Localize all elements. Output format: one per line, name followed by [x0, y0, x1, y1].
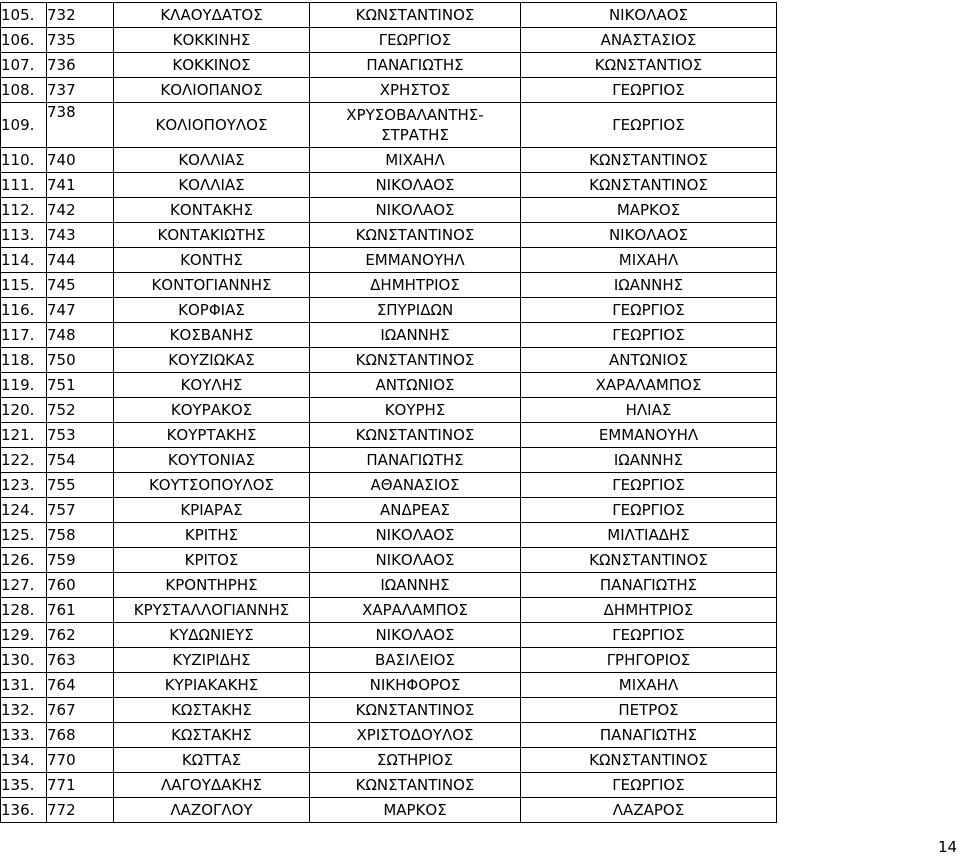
first-name-cell: ΚΩΝΣΤΑΝΤΙΝΟΣ [310, 348, 521, 373]
roster-table [0, 2, 777, 823]
table-row [1, 248, 777, 273]
surname-cell: ΚΟΡΦΙΑΣ [114, 298, 310, 323]
row-number-cell: 118. [1, 348, 47, 373]
table-row [1, 623, 777, 648]
row-number-cell: 126. [1, 548, 47, 573]
code-cell: 735 [47, 28, 114, 53]
first-name-cell: ΣΠΥΡΙΔΩΝ [310, 298, 521, 323]
row-number-cell: 108. [1, 78, 47, 103]
row-number-cell: 112. [1, 198, 47, 223]
table-row [1, 173, 777, 198]
code-cell: 761 [47, 598, 114, 623]
table-row [1, 798, 777, 823]
surname-cell: ΚΩΣΤΑΚΗΣ [114, 698, 310, 723]
first-name-cell: ΚΩΝΣΤΑΝΤΙΝΟΣ [310, 698, 521, 723]
father-name-cell: ΓΡΗΓΟΡΙΟΣ [521, 648, 777, 673]
surname-cell: ΚΩΣΤΑΚΗΣ [114, 723, 310, 748]
code-cell: 737 [47, 78, 114, 103]
code-cell: 755 [47, 473, 114, 498]
row-number-cell: 136. [1, 798, 47, 823]
row-number-cell: 105. [1, 3, 47, 28]
father-name-cell: ΝΙΚΟΛΑΟΣ [521, 3, 777, 28]
page-number: 14 [938, 838, 958, 856]
table-row [1, 28, 777, 53]
father-name-cell: ΓΕΩΡΓΙΟΣ [521, 473, 777, 498]
table-row [1, 523, 777, 548]
code-cell: 748 [47, 323, 114, 348]
surname-cell: ΚΡΟΝΤΗΡΗΣ [114, 573, 310, 598]
table-row [1, 103, 777, 148]
row-number-cell: 117. [1, 323, 47, 348]
surname-cell: ΚΟΛΙΟΠΑΝΟΣ [114, 78, 310, 103]
first-name-cell: ΠΑΝΑΓΙΩΤΗΣ [310, 53, 521, 78]
surname-cell: ΚΟΝΤΑΚΙΩΤΗΣ [114, 223, 310, 248]
code-cell: 764 [47, 673, 114, 698]
first-name-cell: ΒΑΣΙΛΕΙΟΣ [310, 648, 521, 673]
row-number-cell: 135. [1, 773, 47, 798]
code-cell: 736 [47, 53, 114, 78]
first-name-cell: ΝΙΚΟΛΑΟΣ [310, 548, 521, 573]
first-name-cell: ΚΩΝΣΤΑΝΤΙΝΟΣ [310, 773, 521, 798]
surname-cell: ΚΟΝΤΗΣ [114, 248, 310, 273]
surname-cell: ΚΟΛΛΙΑΣ [114, 148, 310, 173]
father-name-cell: ΛΑΖΑΡΟΣ [521, 798, 777, 823]
row-number-cell: 127. [1, 573, 47, 598]
surname-cell: ΛΑΖΟΓΛΟΥ [114, 798, 310, 823]
code-cell: 768 [47, 723, 114, 748]
father-name-cell: ΓΕΩΡΓΙΟΣ [521, 103, 777, 148]
table-row [1, 198, 777, 223]
first-name-cell: ΜΑΡΚΟΣ [310, 798, 521, 823]
code-cell: 732 [47, 3, 114, 28]
code-cell: 771 [47, 773, 114, 798]
surname-cell: ΚΟΣΒΑΝΗΣ [114, 323, 310, 348]
first-name-cell: ΝΙΚΟΛΑΟΣ [310, 623, 521, 648]
table-row [1, 723, 777, 748]
father-name-cell: ΠΕΤΡΟΣ [521, 698, 777, 723]
father-name-cell: ΓΕΩΡΓΙΟΣ [521, 498, 777, 523]
first-name-cell: ΚΩΝΣΤΑΝΤΙΝΟΣ [310, 423, 521, 448]
row-number-cell: 124. [1, 498, 47, 523]
table-row [1, 348, 777, 373]
first-name-cell: ΣΩΤΗΡΙΟΣ [310, 748, 521, 773]
first-name-cell: ΔΗΜΗΤΡΙΟΣ [310, 273, 521, 298]
table-row [1, 773, 777, 798]
surname-cell: ΚΟΥΖΙΩΚΑΣ [114, 348, 310, 373]
surname-cell: ΚΡΙΤΟΣ [114, 548, 310, 573]
row-number-cell: 119. [1, 373, 47, 398]
table-row [1, 398, 777, 423]
first-name-cell: ΕΜΜΑΝΟΥΗΛ [310, 248, 521, 273]
surname-cell: ΚΥΔΩΝΙΕΥΣ [114, 623, 310, 648]
table-row [1, 78, 777, 103]
row-number-cell: 134. [1, 748, 47, 773]
roster-table-body [1, 3, 777, 823]
table-row [1, 648, 777, 673]
code-cell: 753 [47, 423, 114, 448]
first-name-cell: ΧΑΡΑΛΑΜΠΟΣ [310, 598, 521, 623]
surname-cell: ΚΟΥΡΤΑΚΗΣ [114, 423, 310, 448]
table-row [1, 53, 777, 78]
first-name-cell: ΝΙΚΟΛΑΟΣ [310, 173, 521, 198]
first-name-cell: ΧΡΙΣΤΟΔΟΥΛΟΣ [310, 723, 521, 748]
father-name-cell: ΓΕΩΡΓΙΟΣ [521, 623, 777, 648]
code-cell: 770 [47, 748, 114, 773]
row-number-cell: 121. [1, 423, 47, 448]
table-row [1, 448, 777, 473]
row-number-cell: 116. [1, 298, 47, 323]
surname-cell: ΚΥΡΙΑΚΑΚΗΣ [114, 673, 310, 698]
father-name-cell: ΜΙΧΑΗΛ [521, 248, 777, 273]
code-cell: 767 [47, 698, 114, 723]
surname-cell: ΚΟΥΤΣΟΠΟΥΛΟΣ [114, 473, 310, 498]
father-name-cell: ΓΕΩΡΓΙΟΣ [521, 298, 777, 323]
surname-cell: ΚΡΥΣΤΑΛΛΟΓΙΑΝΝΗΣ [114, 598, 310, 623]
row-number-cell: 131. [1, 673, 47, 698]
table-row [1, 423, 777, 448]
code-cell: 752 [47, 398, 114, 423]
code-cell: 745 [47, 273, 114, 298]
father-name-cell: ΔΗΜΗΤΡΙΟΣ [521, 598, 777, 623]
first-name-cell: ΠΑΝΑΓΙΩΤΗΣ [310, 448, 521, 473]
table-row [1, 473, 777, 498]
row-number-cell: 128. [1, 598, 47, 623]
surname-cell: ΚΛΑΟΥΔΑΤΟΣ [114, 3, 310, 28]
code-cell: 747 [47, 298, 114, 323]
father-name-cell: ΑΝΤΩΝΙΟΣ [521, 348, 777, 373]
father-name-cell: ΜΙΧΑΗΛ [521, 673, 777, 698]
row-number-cell: 110. [1, 148, 47, 173]
code-cell: 757 [47, 498, 114, 523]
father-name-cell: ΝΙΚΟΛΑΟΣ [521, 223, 777, 248]
father-name-cell: ΕΜΜΑΝΟΥΗΛ [521, 423, 777, 448]
code-cell: 754 [47, 448, 114, 473]
table-row [1, 298, 777, 323]
first-name-cell: ΚΟΥΡΗΣ [310, 398, 521, 423]
table-row [1, 223, 777, 248]
row-number-cell: 106. [1, 28, 47, 53]
code-cell: 759 [47, 548, 114, 573]
row-number-cell: 114. [1, 248, 47, 273]
father-name-cell: ΜΑΡΚΟΣ [521, 198, 777, 223]
code-cell: 750 [47, 348, 114, 373]
surname-cell: ΚΟΥΤΟΝΙΑΣ [114, 448, 310, 473]
table-row [1, 273, 777, 298]
row-number-cell: 113. [1, 223, 47, 248]
table-row [1, 148, 777, 173]
row-number-cell: 129. [1, 623, 47, 648]
row-number-cell: 122. [1, 448, 47, 473]
father-name-cell: ΗΛΙΑΣ [521, 398, 777, 423]
code-cell: 742 [47, 198, 114, 223]
table-row [1, 548, 777, 573]
father-name-cell: ΧΑΡΑΛΑΜΠΟΣ [521, 373, 777, 398]
father-name-cell: ΓΕΩΡΓΙΟΣ [521, 773, 777, 798]
row-number-cell: 130. [1, 648, 47, 673]
father-name-cell: ΑΝΑΣΤΑΣΙΟΣ [521, 28, 777, 53]
row-number-cell: 120. [1, 398, 47, 423]
father-name-cell: ΠΑΝΑΓΙΩΤΗΣ [521, 723, 777, 748]
father-name-cell: ΙΩΑΝΝΗΣ [521, 273, 777, 298]
row-number-cell: 133. [1, 723, 47, 748]
father-name-cell: ΚΩΝΣΤΑΝΤΙΝΟΣ [521, 748, 777, 773]
surname-cell: ΚΟΝΤΑΚΗΣ [114, 198, 310, 223]
code-cell: 772 [47, 798, 114, 823]
table-row [1, 3, 777, 28]
code-cell: 762 [47, 623, 114, 648]
surname-cell: ΚΥΖΙΡΙΔΗΣ [114, 648, 310, 673]
code-cell: 760 [47, 573, 114, 598]
first-name-cell [310, 103, 521, 148]
code-cell: 751 [47, 373, 114, 398]
table-row [1, 498, 777, 523]
table-row [1, 323, 777, 348]
code-cell: 738 [47, 103, 114, 148]
table-row [1, 373, 777, 398]
surname-cell: ΚΟΛΛΙΑΣ [114, 173, 310, 198]
table-row [1, 673, 777, 698]
father-name-cell: ΚΩΝΣΤΑΝΤΙΝΟΣ [521, 548, 777, 573]
first-name-cell: ΝΙΚΟΛΑΟΣ [310, 198, 521, 223]
first-name-cell: ΧΡΗΣΤΟΣ [310, 78, 521, 103]
surname-cell: ΚΟΛΙΟΠΟΥΛΟΣ [114, 103, 310, 148]
row-number-cell: 125. [1, 523, 47, 548]
code-cell: 741 [47, 173, 114, 198]
first-name-cell: ΚΩΝΣΤΑΝΤΙΝΟΣ [310, 223, 521, 248]
surname-cell: ΚΡΙΑΡΑΣ [114, 498, 310, 523]
first-name-line: ΣΤΡΑΤΗΣ [381, 126, 449, 144]
surname-cell: ΚΟΚΚΙΝΟΣ [114, 53, 310, 78]
row-number-cell: 115. [1, 273, 47, 298]
surname-cell: ΚΟΝΤΟΓΙΑΝΝΗΣ [114, 273, 310, 298]
surname-cell: ΚΟΥΡΑΚΟΣ [114, 398, 310, 423]
first-name-cell: ΓΕΩΡΓΙΟΣ [310, 28, 521, 53]
first-name-cell: ΝΙΚΟΛΑΟΣ [310, 523, 521, 548]
row-number-cell: 109. [1, 103, 47, 148]
first-name-cell: ΚΩΝΣΤΑΝΤΙΝΟΣ [310, 3, 521, 28]
code-cell: 744 [47, 248, 114, 273]
father-name-cell: ΚΩΝΣΤΑΝΤΙΝΟΣ [521, 148, 777, 173]
father-name-cell: ΚΩΝΣΤΑΝΤΙΝΟΣ [521, 173, 777, 198]
father-name-cell: ΜΙΛΤΙΑΔΗΣ [521, 523, 777, 548]
code-cell: 763 [47, 648, 114, 673]
table-row [1, 748, 777, 773]
row-number-cell: 123. [1, 473, 47, 498]
surname-cell: ΚΟΥΛΗΣ [114, 373, 310, 398]
first-name-line: ΧΡΥΣΟΒΑΛΑΝΤΗΣ- [346, 106, 484, 124]
row-number-cell: 132. [1, 698, 47, 723]
father-name-cell: ΠΑΝΑΓΙΩΤΗΣ [521, 573, 777, 598]
row-number-cell: 111. [1, 173, 47, 198]
surname-cell: ΛΑΓΟΥΔΑΚΗΣ [114, 773, 310, 798]
code-cell: 740 [47, 148, 114, 173]
first-name-cell: ΙΩΑΝΝΗΣ [310, 323, 521, 348]
father-name-cell: ΚΩΝΣΤΑΝΤΙΟΣ [521, 53, 777, 78]
father-name-cell: ΙΩΑΝΝΗΣ [521, 448, 777, 473]
table-row [1, 598, 777, 623]
table-row [1, 573, 777, 598]
surname-cell: ΚΩΤΤΑΣ [114, 748, 310, 773]
code-cell: 758 [47, 523, 114, 548]
row-number-cell: 107. [1, 53, 47, 78]
first-name-cell: ΑΝΤΩΝΙΟΣ [310, 373, 521, 398]
father-name-cell: ΓΕΩΡΓΙΟΣ [521, 78, 777, 103]
first-name-cell: ΙΩΑΝΝΗΣ [310, 573, 521, 598]
surname-cell: ΚΟΚΚΙΝΗΣ [114, 28, 310, 53]
father-name-cell: ΓΕΩΡΓΙΟΣ [521, 323, 777, 348]
first-name-cell: ΜΙΧΑΗΛ [310, 148, 521, 173]
first-name-cell: ΑΝΔΡΕΑΣ [310, 498, 521, 523]
first-name-cell: ΝΙΚΗΦΟΡΟΣ [310, 673, 521, 698]
table-row [1, 698, 777, 723]
first-name-cell: ΑΘΑΝΑΣΙΟΣ [310, 473, 521, 498]
surname-cell: ΚΡΙΤΗΣ [114, 523, 310, 548]
code-cell: 743 [47, 223, 114, 248]
